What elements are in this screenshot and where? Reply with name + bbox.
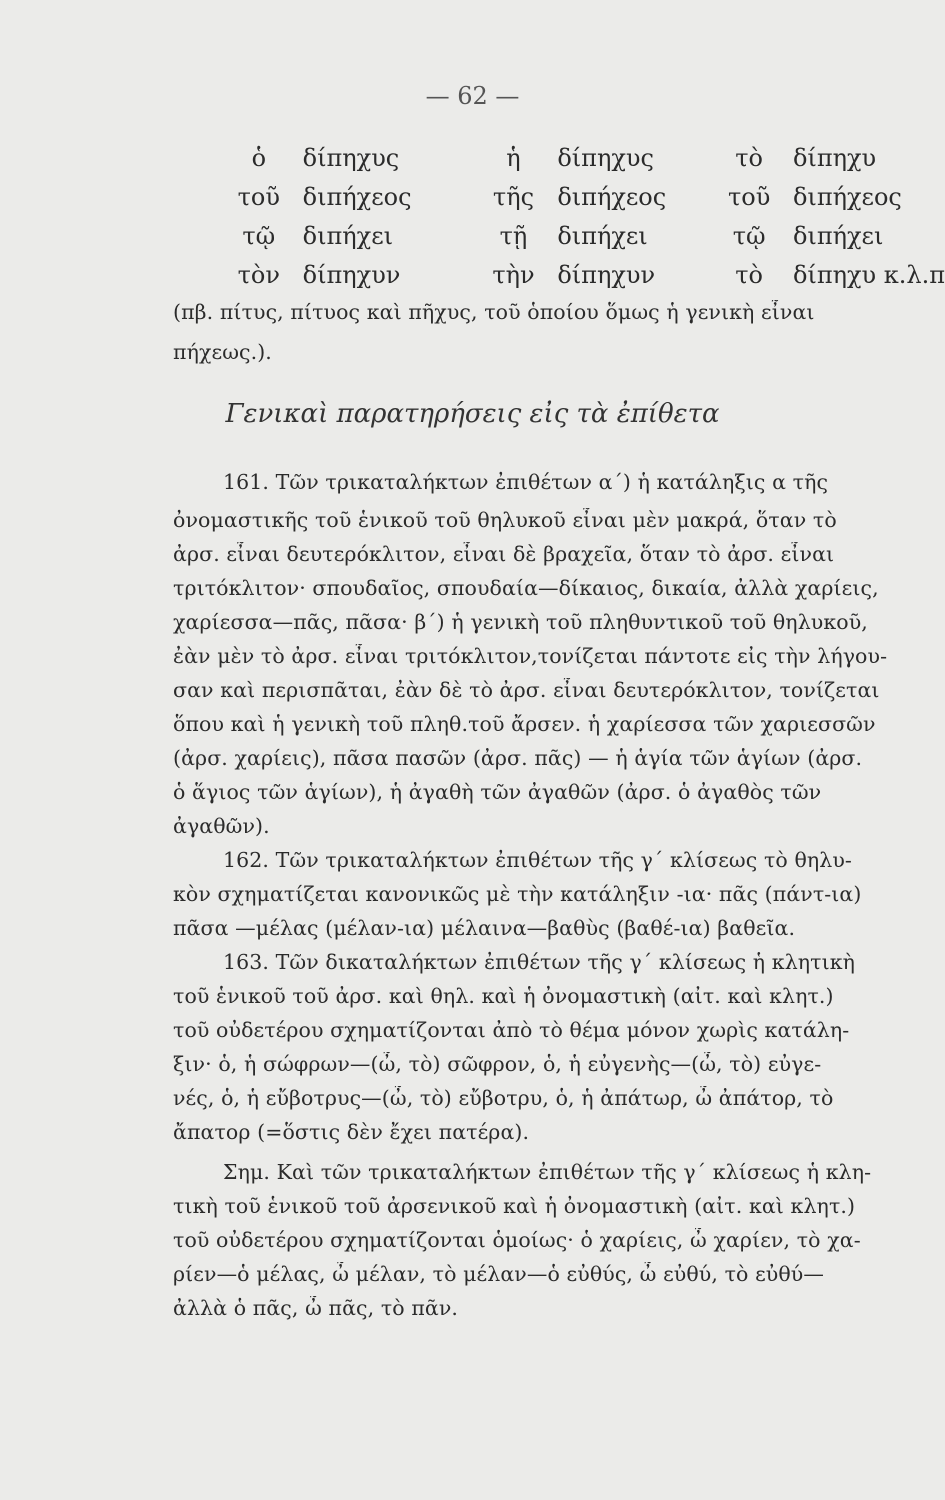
- paragraph-line: ξιν· ὁ, ἡ σώφρων—(ὦ, τὸ) σῶφρον, ὁ, ἡ εὐγενὴς—(ὦ, τὸ) εὐγε-: [173, 1052, 822, 1076]
- word-cell: διπήχει: [792, 221, 884, 250]
- paragraph-line: τικὴ τοῦ ἑνικοῦ τοῦ ἀρσενικοῦ καὶ ἡ ὀνομαστικὴ (αἰτ. καὶ κλητ.): [173, 1194, 856, 1218]
- paragraph-line: 161. Τῶν τρικαταλήκτων ἐπιθέτων α΄) ἡ κατάληξις α τῆς: [223, 470, 829, 494]
- article-cell: τὸν: [237, 260, 280, 289]
- word-cell: διπήχεος: [792, 182, 902, 211]
- paragraph-line: ἄπατορ (=ὅστις δὲν ἔχει πατέρα).: [173, 1120, 530, 1144]
- paragraph-line: ἀλλὰ ὁ πᾶς, ὦ πᾶς, τὸ πᾶν.: [173, 1296, 459, 1320]
- paragraph-line: τοῦ οὐδετέρου σχηματίζονται ὁμοίως· ὁ χαρίεις, ὦ χαρίεν, τὸ χα-: [173, 1228, 861, 1252]
- paragraph-line: τριτόκλιτον· σπουδαῖος, σπουδαία—δίκαιος, δικαία, ἀλλὰ χαρίεις,: [173, 576, 879, 600]
- declension-table: [215, 138, 945, 294]
- word-cell: διπήχει: [302, 221, 394, 250]
- article-cell: τοῦ: [237, 182, 280, 211]
- paragraph-line: κὸν σχηματίζεται κανονικῶς μὲ τὴν κατάληξιν -ια· πᾶς (πάντ-ια): [173, 882, 862, 906]
- note-line: πήχεως.).: [173, 340, 272, 364]
- word-cell: δίπηχυς: [557, 143, 654, 172]
- article-cell: ἡ: [506, 143, 521, 172]
- word-cell: διπήχεος: [557, 182, 667, 211]
- article-cell: τὸ: [735, 260, 763, 289]
- note-line: (πβ. πίτυς, πίτυος καὶ πῆχυς, τοῦ ὁποίου ὅμως ἡ γενικὴ εἶναι: [173, 300, 815, 324]
- paragraph-line: τοῦ οὐδετέρου σχηματίζονται ἀπὸ τὸ θέμα μόνον χωρὶς κατάλη-: [173, 1018, 850, 1042]
- article-cell: ὁ: [251, 143, 267, 172]
- paragraph-line: ὁ ἅγιος τῶν ἁγίων), ἡ ἀγαθὴ τῶν ἀγαθῶν (ἀρσ. ὁ ἀγαθὸς τῶν: [173, 780, 822, 804]
- table-row: [215, 216, 945, 255]
- paragraph-line: ἐὰν μὲν τὸ ἀρσ. εἶναι τριτόκλιτον,τονίζεται πάντοτε εἰς τὴν λήγου-: [173, 644, 888, 668]
- article-cell: τῷ: [732, 221, 766, 250]
- word-cell: διπήχει: [557, 221, 648, 250]
- word-cell: διπήχεος: [302, 182, 412, 211]
- paragraph-line: τοῦ ἑνικοῦ τοῦ ἀρσ. καὶ θηλ. καὶ ἡ ὀνομαστικὴ (αἰτ. καὶ κλητ.): [173, 984, 834, 1008]
- word-cell: δίπηχυ: [792, 143, 877, 172]
- word-cell: δίπηχυν: [302, 260, 401, 289]
- article-cell: τοῦ: [727, 182, 771, 211]
- paragraph-line: χαρίεσσα—πᾶς, πᾶσα· β΄) ἡ γενικὴ τοῦ πληθυντικοῦ τοῦ θηλυκοῦ,: [173, 610, 868, 634]
- word-cell: δίπηχυς: [302, 143, 400, 172]
- article-cell: τὸ: [735, 143, 763, 172]
- paragraph-line: ὅπου καὶ ἡ γενικὴ τοῦ πληθ.τοῦ ἄρσεν. ἡ χαρίεσσα τῶν χαριεσσῶν: [173, 712, 876, 736]
- table-row: [215, 255, 945, 294]
- article-cell: τῷ: [242, 221, 276, 250]
- paragraph-line: 163. Τῶν δικαταλήκτων ἐπιθέτων τῆς γ΄ κλίσεως ἡ κλητικὴ: [223, 950, 856, 974]
- paragraph-line: (ἀρσ. χαρίεις), πᾶσα πασῶν (ἀρσ. πᾶς) — ἡ ἁγία τῶν ἁγίων (ἀρσ.: [173, 746, 863, 770]
- page-number: — 62 —: [425, 82, 520, 110]
- paragraph-line: νές, ὁ, ἡ εὔβοτρυς—(ὦ, τὸ) εὔβοτρυ, ὁ, ἡ ἀπάτωρ, ὦ ἀπάτορ, τὸ: [173, 1086, 834, 1110]
- paragraph-line: Σημ. Καὶ τῶν τρικαταλήκτων ἐπιθέτων τῆς γ΄ κλίσεως ἡ κλη-: [223, 1160, 872, 1184]
- paragraph-line: πᾶσα —μέλας (μέλαν-ια) μέλαινα—βαθὺς (βαθέ-ια) βαθεῖα.: [173, 916, 796, 940]
- paragraph-line: σαν καὶ περισπᾶται, ἐὰν δὲ τὸ ἀρσ. εἶναι δευτερόκλιτον, τονίζεται: [173, 678, 880, 702]
- article-cell: τὴν: [492, 260, 535, 289]
- paragraph-line: ἀγαθῶν).: [173, 814, 270, 838]
- paragraph-line: ὀνομαστικῆς τοῦ ἑνικοῦ τοῦ θηλυκοῦ εἶναι μὲν μακρά, ὅταν τὸ: [173, 508, 837, 532]
- table-row: [215, 177, 945, 216]
- word-cell: δίπηχυν: [557, 260, 656, 289]
- section-heading: Γενικαὶ παρατηρήσεις εἰς τὰ ἐπίθετα: [225, 399, 720, 429]
- paragraph-line: ρίεν—ὁ μέλας, ὦ μέλαν, τὸ μέλαν—ὁ εὐθύς, ὦ εὐθύ, τὸ εὐθύ—: [173, 1262, 824, 1286]
- article-cell: τῇ: [499, 221, 528, 250]
- paragraph-line: 162. Τῶν τρικαταλήκτων ἐπιθέτων τῆς γ΄ κλίσεως τὸ θηλυ-: [223, 848, 852, 872]
- table-row: [215, 138, 945, 177]
- paragraph-line: ἀρσ. εἶναι δευτερόκλιτον, εἶναι δὲ βραχεῖα, ὅταν τὸ ἀρσ. εἶναι: [173, 542, 835, 566]
- word-cell: δίπηχυ κ.λ.π: [792, 260, 945, 289]
- article-cell: τῆς: [492, 182, 535, 211]
